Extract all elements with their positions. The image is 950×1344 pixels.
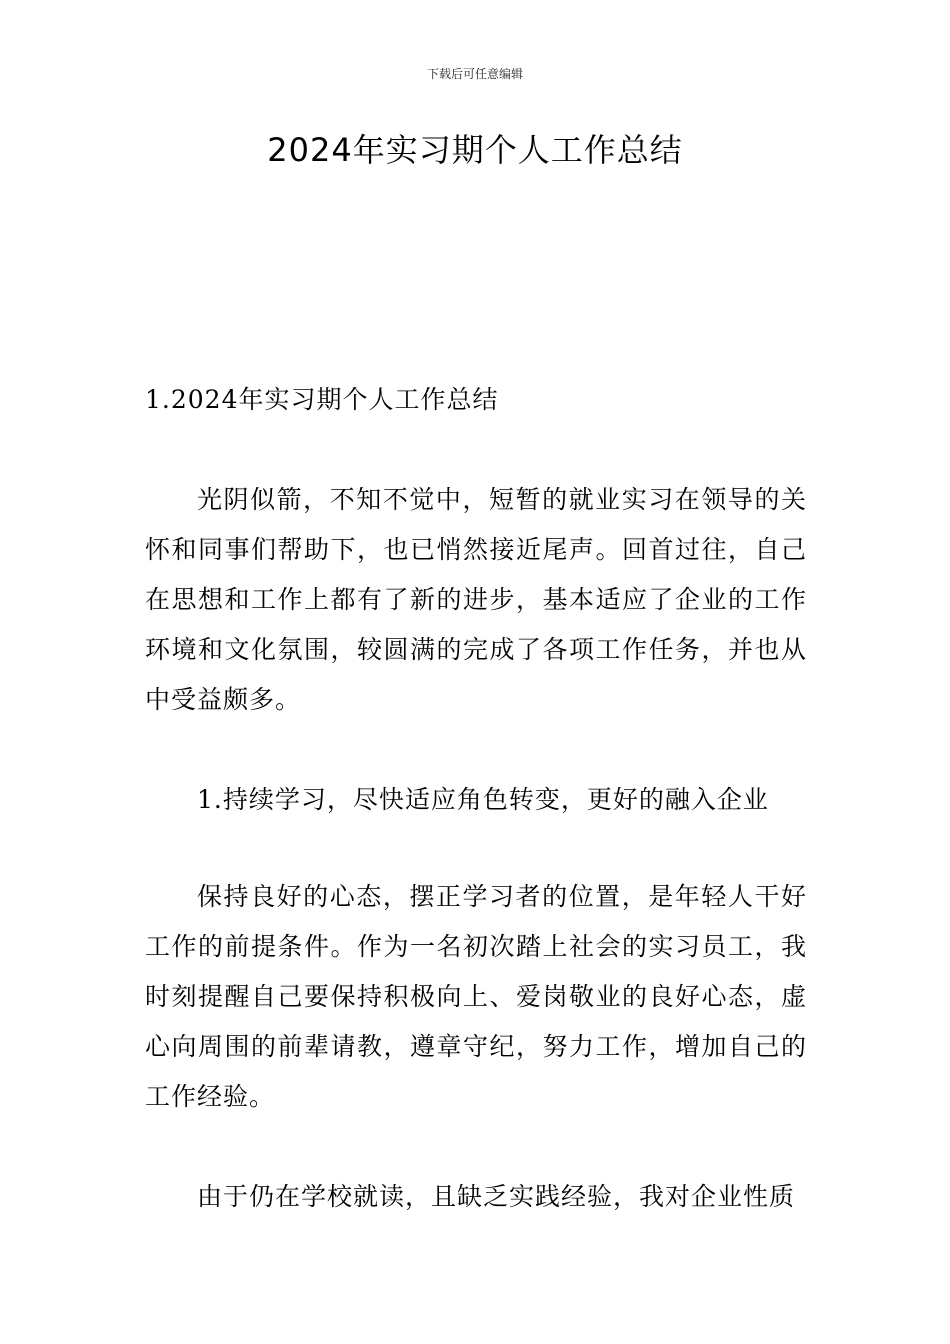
paragraph-experience: 由于仍在学校就读，且缺乏实践经验，我对企业性质 [197, 1182, 796, 1211]
header-note: 下载后可任意编辑 [426, 67, 523, 81]
document-title: 2024年实习期个人工作总结 [267, 131, 683, 169]
section-heading: 1.2024年实习期个人工作总结 [145, 385, 499, 414]
sub-heading: 1.持续学习，尽快适应角色转变，更好的融入企业 [197, 785, 769, 814]
paragraph-attitude: 保持良好的心态，摆正学习者的位置，是年轻人干好工作的前提条件。作为一名初次踏上社会的实习员工，我时刻提醒自己要保持积极向上、爱岗敬业的良好心态，虚心向周围的前辈请教，遵章守纪，努力工作，增加自己的工作经验。 [145, 882, 807, 1111]
paragraph-intro: 光阴似箭，不知不觉中，短暂的就业实习在领导的关怀和同事们帮助下，也已悄然接近尾声。回首过往，自己在思想和工作上都有了新的进步，基本适应了企业的工作环境和文化氛围，较圆满的完成了各项工作任务，并也从中受益颇多。 [145, 485, 807, 714]
